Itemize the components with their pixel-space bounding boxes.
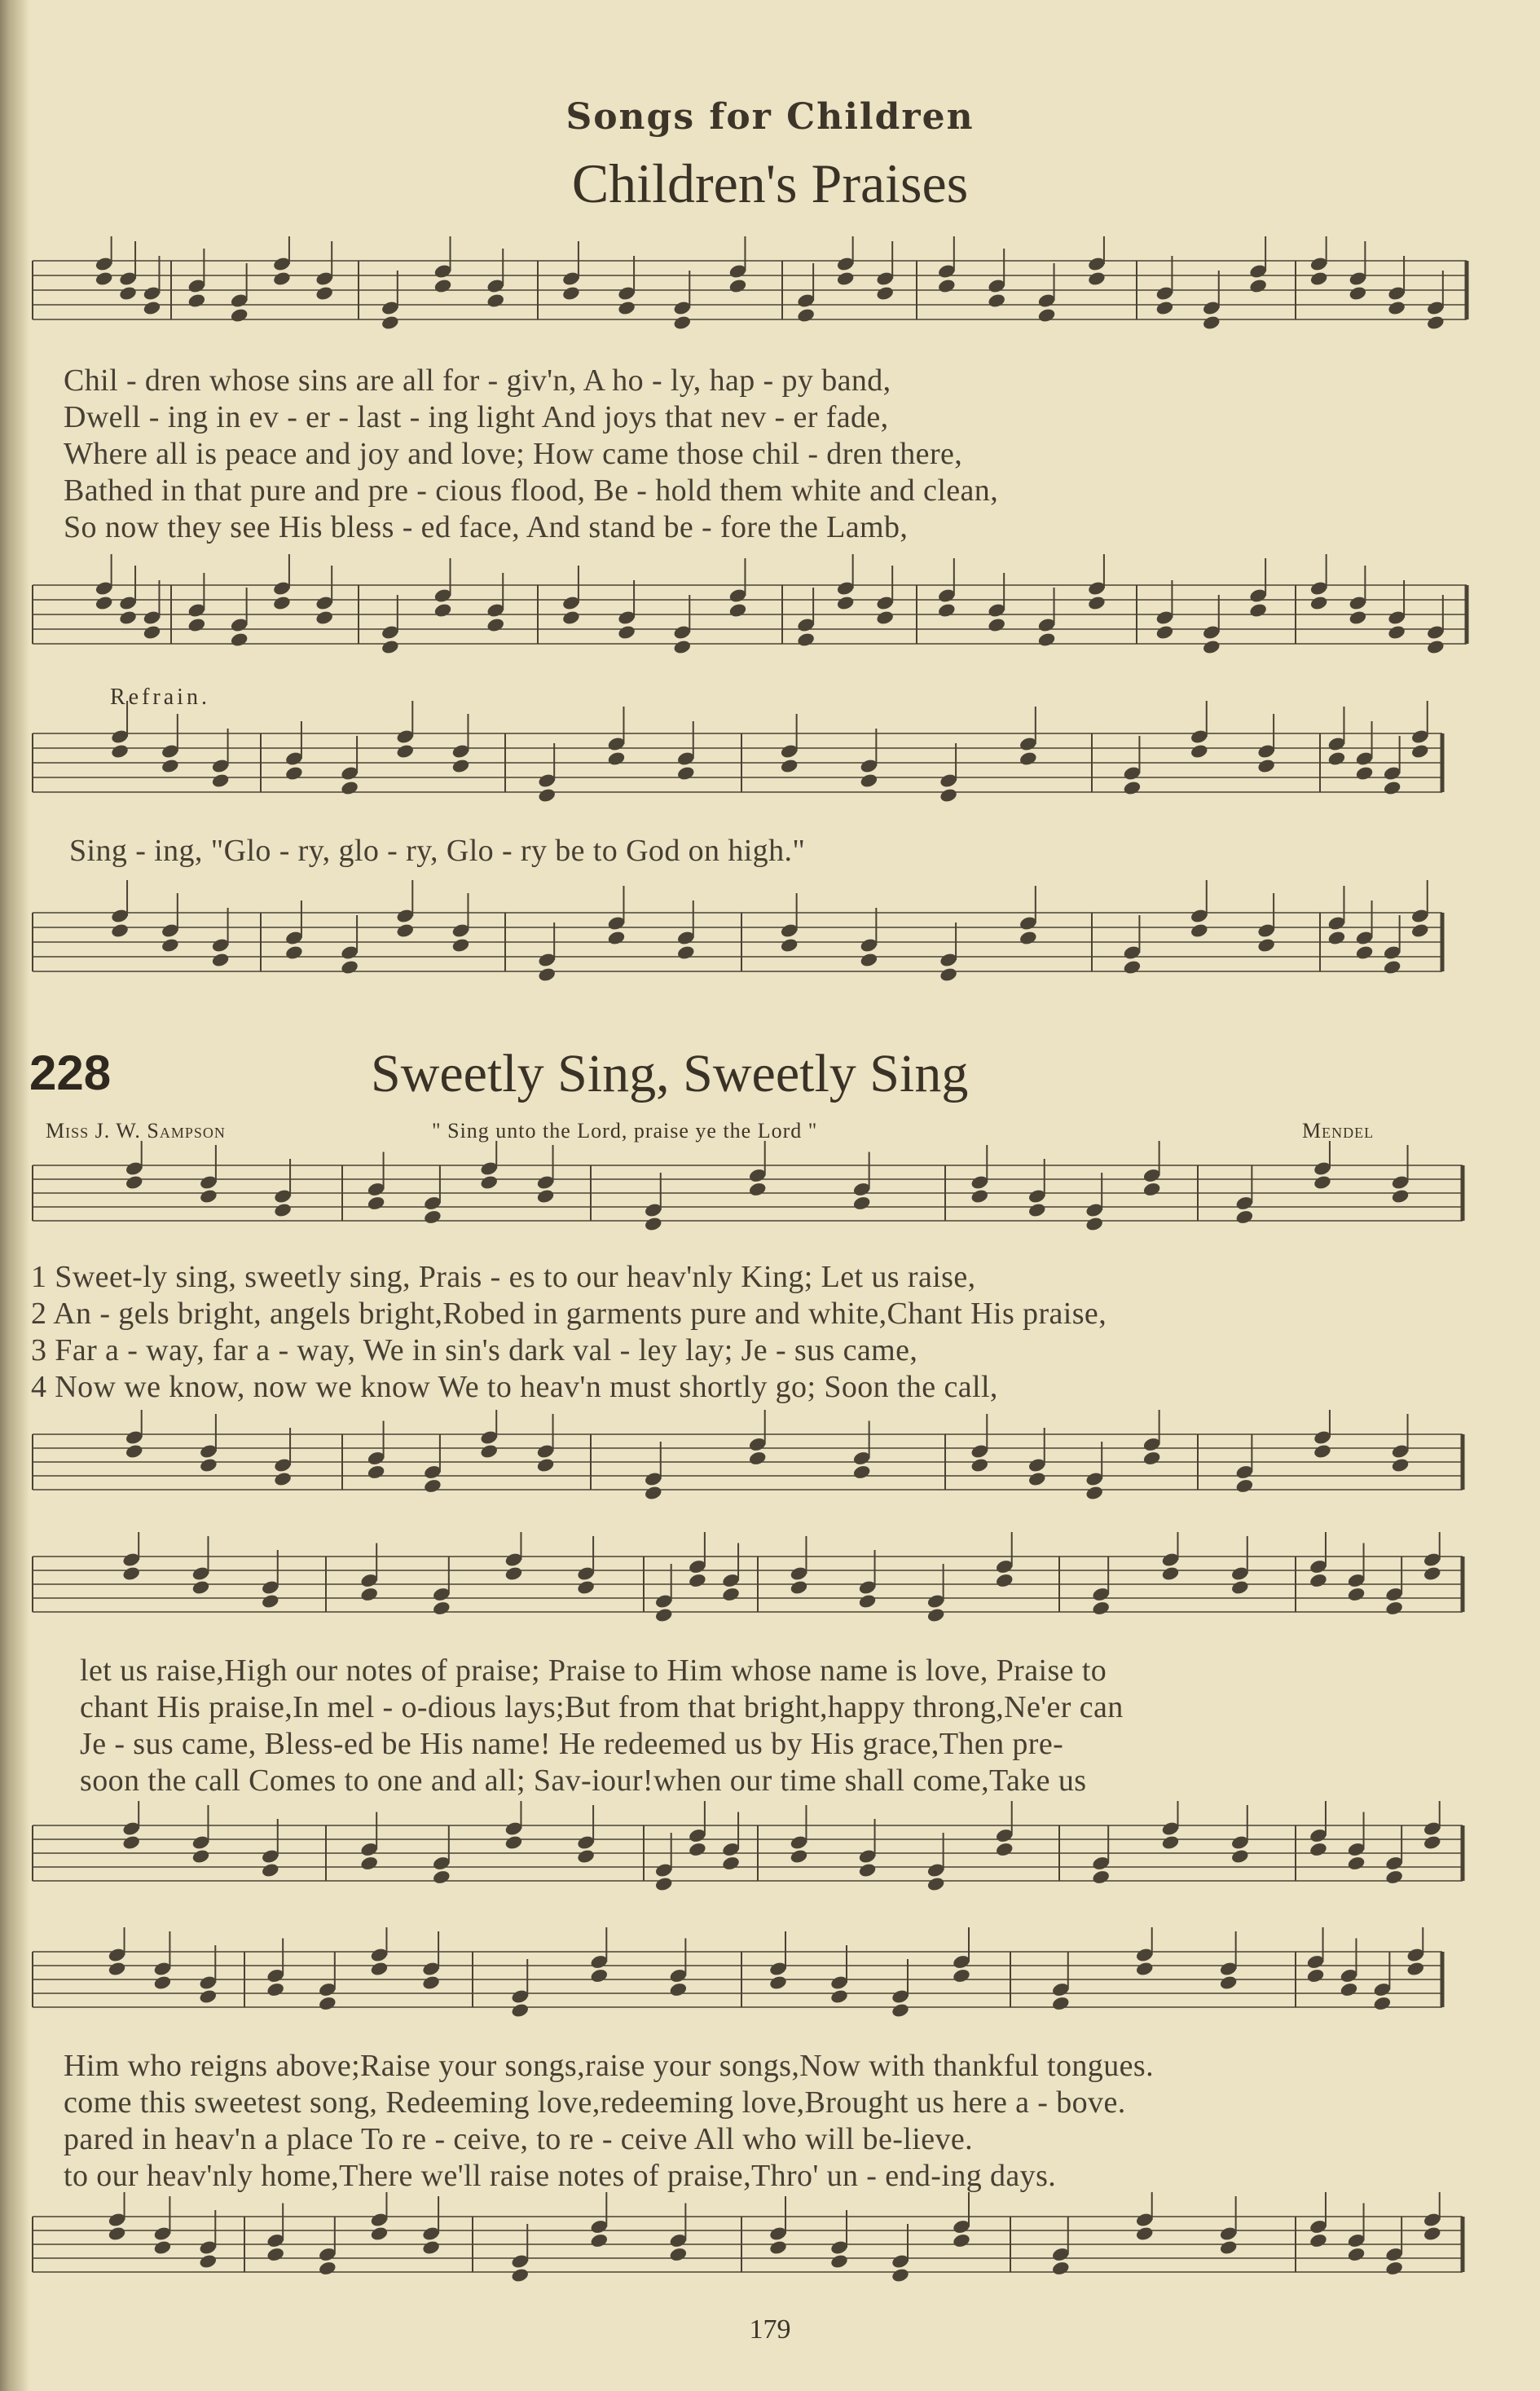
- lyric-line: Him who reigns above;Raise your songs,raise your songs,Now with thankful tongues.: [64, 2049, 1154, 2083]
- lyric-line: pared in heav'n a place To re - ceive, to re - ceive All who will be-lieve.: [64, 2122, 974, 2156]
- notehead: [1426, 315, 1445, 331]
- music-staff: [0, 1532, 1540, 1646]
- notehead: [576, 1848, 596, 1865]
- notehead: [1306, 1968, 1326, 1984]
- notehead: [359, 1587, 379, 1603]
- notehead: [1309, 271, 1329, 287]
- notehead: [1091, 1869, 1111, 1886]
- notehead: [937, 602, 957, 619]
- notehead: [359, 1856, 379, 1872]
- page-number: 179: [749, 2314, 791, 2345]
- notehead: [433, 602, 453, 619]
- notehead: [1202, 315, 1221, 331]
- notehead: [1406, 1961, 1425, 1977]
- notehead: [790, 1579, 809, 1596]
- notehead: [1037, 632, 1057, 648]
- notehead: [860, 952, 879, 968]
- lyric-line: Je - sus came, Bless-ed be His name! He redeemed us by His grace,Then pre-: [80, 1727, 1064, 1761]
- notehead: [118, 285, 138, 302]
- notehead: [561, 610, 581, 626]
- notehead: [829, 2253, 849, 2270]
- notehead: [1387, 300, 1406, 316]
- notehead: [561, 285, 581, 302]
- notehead: [780, 758, 799, 774]
- notehead: [1391, 1457, 1410, 1473]
- notehead: [1135, 1961, 1155, 1977]
- notehead: [1347, 2247, 1366, 2263]
- notehead: [1219, 2239, 1239, 2256]
- hymn-title: Children's Praises: [571, 152, 969, 214]
- notehead: [688, 1842, 707, 1858]
- notehead: [432, 1601, 451, 1617]
- notehead: [748, 1182, 768, 1198]
- notehead: [266, 1982, 285, 1998]
- notehead: [1340, 1982, 1359, 1998]
- notehead: [852, 1464, 872, 1481]
- notehead: [1019, 930, 1038, 946]
- notehead: [432, 1869, 451, 1886]
- notehead: [1190, 922, 1209, 939]
- notehead: [1235, 1209, 1255, 1226]
- notehead: [504, 1565, 524, 1582]
- notehead: [796, 307, 816, 324]
- notehead: [1327, 930, 1347, 946]
- notehead: [1161, 1834, 1181, 1851]
- lyric-line: soon the call Comes to one and all; Sav-iour!when our time shall come,Take us: [80, 1764, 1087, 1798]
- notehead: [284, 765, 304, 782]
- lyric-line: to our heav'nly home,There we'll raise notes of praise,Thro' un - end-ing days.: [64, 2159, 1057, 2193]
- notehead: [191, 1579, 211, 1596]
- music-staff: [0, 2192, 1540, 2314]
- notehead: [536, 1457, 556, 1473]
- notehead: [676, 765, 696, 782]
- notehead: [987, 617, 1006, 633]
- notehead: [1410, 743, 1430, 760]
- music-staff: [0, 1410, 1540, 1532]
- notehead: [1426, 639, 1445, 655]
- notehead: [995, 1573, 1014, 1589]
- notehead: [780, 937, 799, 953]
- music-staff: [0, 1927, 1540, 2041]
- notehead: [423, 1209, 442, 1226]
- notehead: [1383, 959, 1402, 975]
- notehead: [1423, 1834, 1442, 1851]
- notehead: [315, 610, 334, 626]
- lyric-line: 2 An - gels bright, angels bright,Robed in garments pure and white,Chant His praise,: [31, 1297, 1107, 1331]
- notehead: [748, 1451, 768, 1467]
- notehead: [891, 2002, 910, 2019]
- notehead: [199, 1457, 218, 1473]
- notehead: [1391, 1188, 1410, 1204]
- notehead: [1230, 1579, 1250, 1596]
- notehead: [95, 271, 114, 287]
- notehead: [381, 639, 400, 655]
- notehead: [211, 952, 231, 968]
- notehead: [1347, 1856, 1366, 1872]
- notehead: [537, 787, 557, 804]
- music-staff: [0, 554, 1540, 685]
- notehead: [272, 271, 292, 287]
- notehead: [858, 1862, 878, 1878]
- notehead: [875, 285, 895, 302]
- notehead: [261, 1593, 280, 1609]
- notehead: [654, 1607, 674, 1623]
- refrain-lyric-line: Sing - ing, "Glo - ry, glo - ry, Glo - ry be to God on high.": [69, 834, 806, 868]
- notehead: [952, 2233, 971, 2249]
- notehead: [161, 758, 180, 774]
- hymn-title: Sweetly Sing, Sweetly Sing: [371, 1044, 969, 1103]
- notehead: [261, 1862, 280, 1878]
- notehead: [939, 787, 958, 804]
- notehead: [1383, 780, 1402, 796]
- lyric-line: 1 Sweet-ly sing, sweetly sing, Prais - es to our heav'nly King; Let us raise,: [31, 1260, 976, 1294]
- notehead: [1027, 1471, 1047, 1487]
- notehead: [644, 1216, 663, 1232]
- lyric-line: 3 Far a - way, far a - way, We in sin's dark val - ley lay; Je - sus came,: [31, 1333, 918, 1367]
- notehead: [95, 595, 114, 611]
- notehead: [433, 278, 453, 294]
- notehead: [191, 1848, 211, 1865]
- notehead: [1423, 2226, 1442, 2242]
- notehead: [1190, 743, 1209, 760]
- notehead: [110, 922, 130, 939]
- notehead: [479, 1443, 499, 1460]
- notehead: [367, 1196, 386, 1212]
- notehead: [1387, 624, 1406, 641]
- lyric-line: Bathed in that pure and pre - cious flood, Be - hold them white and clean,: [64, 473, 999, 508]
- notehead: [644, 1485, 663, 1501]
- notehead: [1085, 1216, 1104, 1232]
- notehead: [1309, 1573, 1328, 1589]
- notehead: [728, 278, 748, 294]
- notehead: [318, 1996, 337, 2012]
- notehead: [926, 1607, 946, 1623]
- notehead: [1085, 1485, 1104, 1501]
- notehead: [891, 2267, 910, 2283]
- notehead: [367, 1464, 386, 1481]
- notehead: [395, 743, 415, 760]
- lyric-line: Where all is peace and joy and love; How came those chil - dren there,: [64, 437, 963, 471]
- notehead: [1037, 307, 1057, 324]
- section-header: Songs for Children: [565, 96, 975, 138]
- notehead: [536, 1188, 556, 1204]
- notehead: [1155, 300, 1175, 316]
- notehead: [576, 1579, 596, 1596]
- notehead: [1027, 1202, 1047, 1218]
- notehead: [121, 1565, 141, 1582]
- notehead: [676, 945, 696, 961]
- notehead: [199, 2253, 218, 2270]
- notehead: [688, 1573, 707, 1589]
- music-staff: [0, 1801, 1540, 1923]
- notehead: [510, 2267, 530, 2283]
- notehead: [272, 595, 292, 611]
- notehead: [318, 2261, 337, 2277]
- notehead: [486, 617, 505, 633]
- lyric-line: come this sweetest song, Redeeming love,redeeming love,Brought us here a - bove.: [64, 2085, 1126, 2120]
- notehead: [121, 1834, 141, 1851]
- notehead: [829, 1988, 849, 2005]
- notehead: [1309, 595, 1329, 611]
- notehead: [230, 632, 249, 648]
- lyric-line: So now they see His bless - ed face, And stand be - fore the Lamb,: [64, 510, 909, 544]
- notehead: [790, 1848, 809, 1865]
- notehead: [987, 293, 1006, 309]
- notehead: [1087, 595, 1107, 611]
- notehead: [796, 632, 816, 648]
- notehead: [423, 1478, 442, 1495]
- notehead: [1161, 1565, 1181, 1582]
- notehead: [970, 1457, 989, 1473]
- notehead: [1373, 1996, 1393, 2012]
- notehead: [421, 1975, 441, 1991]
- notehead: [118, 610, 138, 626]
- notehead: [1142, 1182, 1162, 1198]
- notehead: [836, 271, 856, 287]
- notehead: [266, 2247, 285, 2263]
- notehead: [211, 773, 231, 789]
- lyric-line: Chil - dren whose sins are all for - giv'n, A ho - ly, hap - py band,: [64, 363, 891, 398]
- notehead: [669, 1982, 689, 1998]
- notehead: [273, 1471, 293, 1487]
- notehead: [970, 1188, 989, 1204]
- notehead: [590, 2233, 609, 2249]
- notehead: [607, 930, 627, 946]
- notehead: [284, 945, 304, 961]
- notehead: [1384, 1869, 1404, 1886]
- notehead: [230, 307, 249, 324]
- notehead: [340, 780, 359, 796]
- notehead: [939, 967, 958, 983]
- notehead: [370, 1961, 389, 1977]
- notehead: [1219, 1975, 1239, 1991]
- notehead: [1123, 780, 1142, 796]
- notehead: [1248, 602, 1268, 619]
- notehead: [836, 595, 856, 611]
- notehead: [370, 2226, 389, 2242]
- lyric-line: chant His praise,In mel - o-dious lays;But from that bright,happy throng,Ne'er can: [80, 1690, 1124, 1724]
- notehead: [1309, 2233, 1328, 2249]
- notehead: [315, 285, 334, 302]
- notehead: [1202, 639, 1221, 655]
- notehead: [1087, 271, 1107, 287]
- notehead: [1355, 765, 1375, 782]
- notehead: [1019, 751, 1038, 767]
- refrain-label: Refrain.: [110, 685, 210, 710]
- music-staff: [0, 701, 1540, 831]
- notehead: [1327, 751, 1347, 767]
- notehead: [672, 639, 692, 655]
- notehead: [1313, 1174, 1332, 1191]
- notehead: [421, 2239, 441, 2256]
- lyric-line: Dwell - ing in ev - er - last - ing light And joys that nev - er fade,: [64, 400, 889, 434]
- notehead: [1313, 1443, 1332, 1460]
- notehead: [1410, 922, 1430, 939]
- notehead: [728, 602, 748, 619]
- notehead: [858, 1593, 878, 1609]
- notehead: [108, 1961, 127, 1977]
- notehead: [1256, 937, 1276, 953]
- notehead: [875, 610, 895, 626]
- notehead: [1091, 1601, 1111, 1617]
- lyric-line: let us raise,High our notes of praise; Praise to Him whose name is love, Praise to: [80, 1653, 1107, 1688]
- notehead: [199, 1988, 218, 2005]
- author-credit: Miss J. W. Sampson: [46, 1119, 226, 1143]
- music-staff: [0, 1141, 1540, 1255]
- notehead: [1155, 624, 1175, 641]
- notehead: [108, 2226, 127, 2242]
- notehead: [1248, 278, 1268, 294]
- notehead: [125, 1174, 144, 1191]
- notehead: [1235, 1478, 1255, 1495]
- notehead: [125, 1443, 144, 1460]
- notehead: [937, 278, 957, 294]
- notehead: [952, 1968, 971, 1984]
- notehead: [669, 2247, 689, 2263]
- notehead: [340, 959, 359, 975]
- notehead: [860, 773, 879, 789]
- notehead: [143, 624, 162, 641]
- notehead: [479, 1174, 499, 1191]
- notehead: [1355, 945, 1375, 961]
- notehead: [451, 937, 471, 953]
- notehead: [852, 1196, 872, 1212]
- notehead: [1349, 610, 1368, 626]
- notehead: [381, 315, 400, 331]
- notehead: [143, 300, 162, 316]
- notehead: [486, 293, 505, 309]
- notehead: [590, 1968, 609, 1984]
- notehead: [504, 1834, 524, 1851]
- notehead: [1123, 959, 1142, 975]
- notehead: [654, 1876, 674, 1892]
- notehead: [617, 300, 636, 316]
- music-staff: [0, 880, 1540, 1019]
- notehead: [153, 2239, 173, 2256]
- notehead: [1349, 285, 1368, 302]
- epigraph: " Sing unto the Lord, praise ye the Lord ": [432, 1119, 818, 1143]
- notehead: [672, 315, 692, 331]
- composer-credit: Mendel: [1302, 1119, 1375, 1143]
- notehead: [721, 1856, 741, 1872]
- notehead: [926, 1876, 946, 1892]
- notehead: [721, 1587, 741, 1603]
- notehead: [768, 1975, 788, 1991]
- notehead: [607, 751, 627, 767]
- hymn-number: 228: [29, 1046, 112, 1100]
- notehead: [1347, 1587, 1366, 1603]
- notehead: [1051, 1996, 1071, 2012]
- notehead: [161, 937, 180, 953]
- notehead: [1142, 1451, 1162, 1467]
- lyric-line: 4 Now we know, now we know We to heav'n must shortly go; Soon the call,: [31, 1370, 998, 1404]
- notehead: [1230, 1848, 1250, 1865]
- notehead: [153, 1975, 173, 1991]
- notehead: [187, 617, 207, 633]
- notehead: [1051, 2261, 1071, 2277]
- notehead: [1384, 1601, 1404, 1617]
- notehead: [1256, 758, 1276, 774]
- notehead: [1384, 2261, 1404, 2277]
- notehead: [617, 624, 636, 641]
- notehead: [1309, 1842, 1328, 1858]
- notehead: [451, 758, 471, 774]
- notehead: [995, 1842, 1014, 1858]
- notehead: [110, 743, 130, 760]
- notehead: [510, 2002, 530, 2019]
- notehead: [1423, 1565, 1442, 1582]
- notehead: [537, 967, 557, 983]
- notehead: [273, 1202, 293, 1218]
- notehead: [187, 293, 207, 309]
- notehead: [1135, 2226, 1155, 2242]
- notehead: [199, 1188, 218, 1204]
- notehead: [395, 922, 415, 939]
- notehead: [768, 2239, 788, 2256]
